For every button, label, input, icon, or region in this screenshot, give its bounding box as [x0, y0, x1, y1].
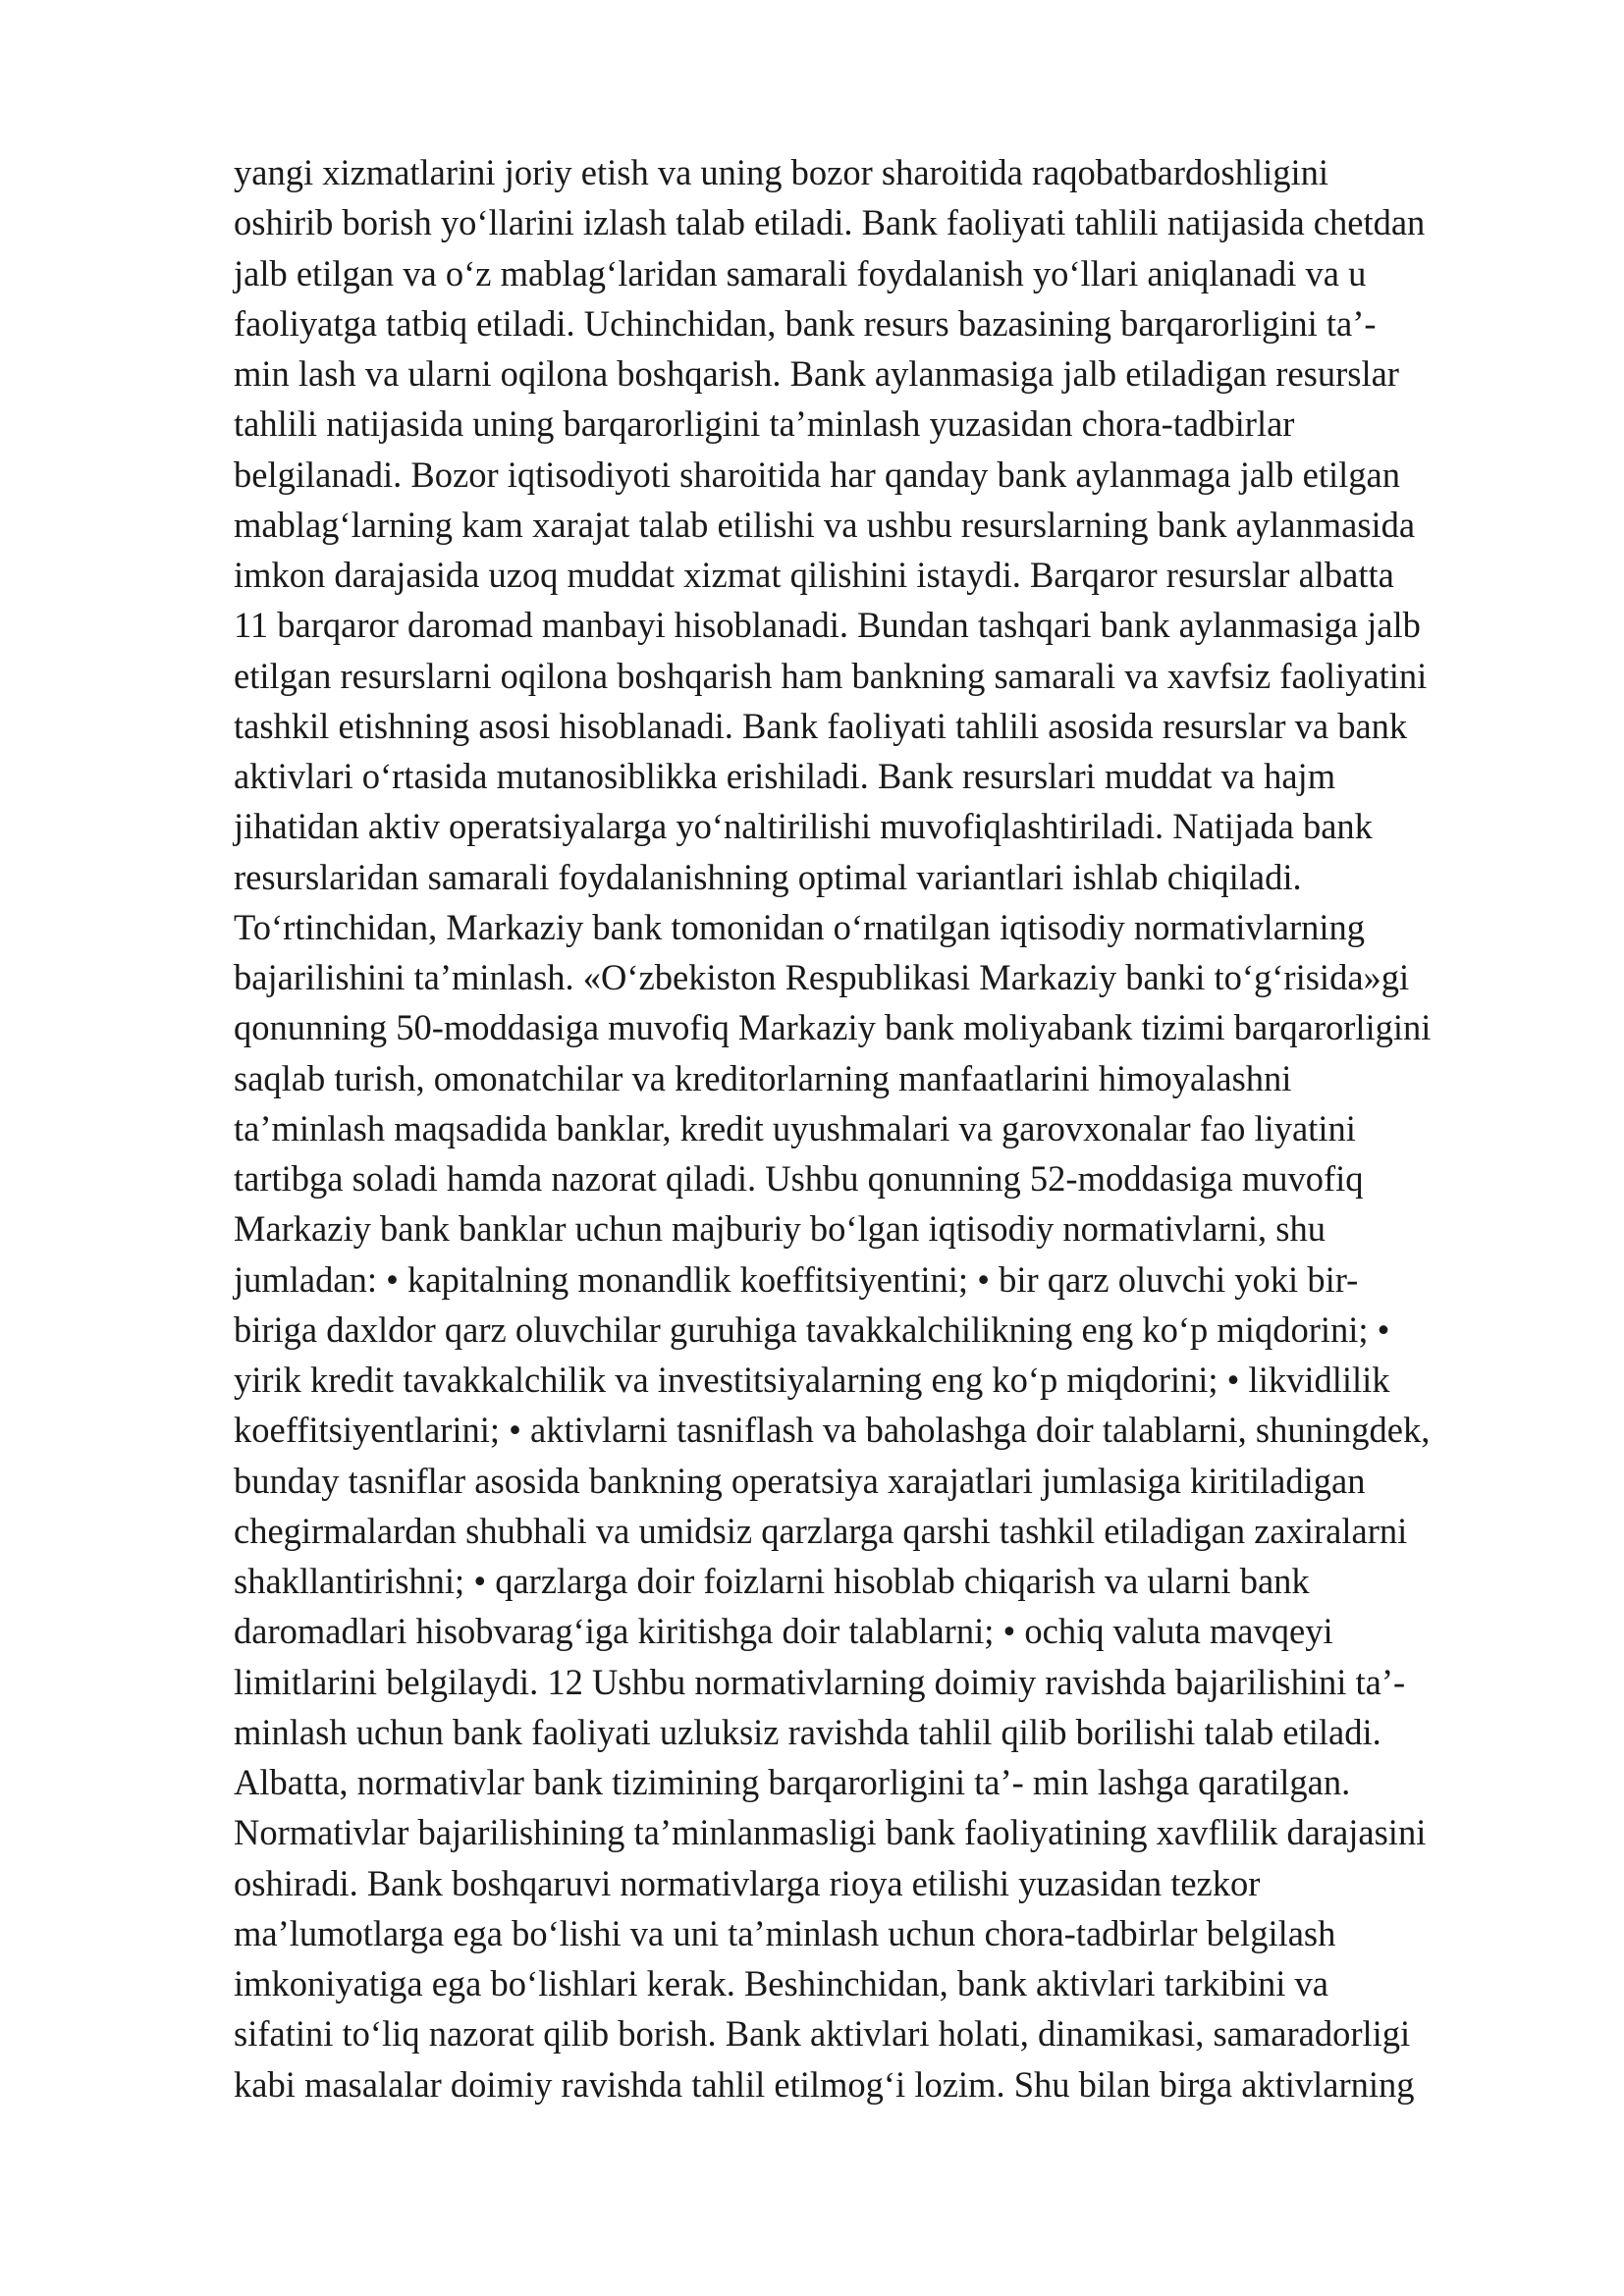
- text-line: resurslaridan samarali foydalanishning optimal variantlari ishlab chiqiladi.: [234, 856, 1302, 897]
- text-line: Albatta, normativlar bank tizimining barqarorligini ta’- min lashga qaratilgan.: [234, 1762, 1351, 1802]
- text-line: mablag‘larning kam xarajat talab etilishi va ushbu resurslarning bank aylanmasida: [234, 504, 1416, 545]
- text-line: tashkil etishning asosi hisoblanadi. Bank faoliyati tahlili asosida resurslar va bank: [234, 705, 1408, 746]
- text-line: kabi masalalar doimiy ravishda tahlil etilmog‘i lozim. Shu bilan birga aktivlarning: [234, 2063, 1415, 2105]
- text-line: daromadlari hisobvarag‘iga kiritishga doir talablarni; • ochiq valuta mavqeyi: [234, 1611, 1333, 1652]
- text-line: yirik kredit tavakkalchilik va investitsiyalarning eng ko‘p miqdorini; • likvidlilik: [234, 1360, 1390, 1400]
- text-line: tartibga soladi hamda nazorat qiladi. Ushbu qonunning 52-moddasiga muvofiq: [234, 1158, 1364, 1199]
- text-line: ma’lumotlarga ega bo‘lishi va uni ta’minlash uchun chora-tadbirlar belgilash: [234, 1912, 1336, 1953]
- text-line: Markaziy bank banklar uchun majburiy bo‘lgan iqtisodiy normativlarni, shu: [234, 1208, 1326, 1250]
- text-line: faoliyatga tatbiq etiladi. Uchinchidan, bank resurs bazasining barqarorligini ta’-: [234, 302, 1377, 344]
- text-line: yangi xizmatlarini joriy etish va uning bozor sharoitida raqobatbardoshligini: [234, 152, 1329, 192]
- text-line: 11 barqaror daromad manbayi hisoblanadi. Bundan tashqari bank aylanmasiga jalb: [234, 605, 1421, 646]
- text-line: To‘rtinchidan, Markaziy bank tomonidan o‘rnatilgan iqtisodiy normativlarning: [234, 906, 1365, 947]
- body-text: [234, 147, 1530, 2109]
- text-line: etilgan resurslarni oqilona boshqarish ham bankning samarali va xavfsiz faoliyatini: [234, 655, 1428, 696]
- text-line: oshiradi. Bank boshqaruvi normativlarga rioya etilishi yuzasidan tezkor: [234, 1862, 1261, 1903]
- text-line: chegirmalardan shubhali va umidsiz qarzlarga qarshi tashkil etiladigan zaxiralarni: [234, 1510, 1408, 1551]
- text-line: koeffitsiyentlarini; • aktivlarni tasniflash va baholashga doir talablarni, shuningdek,: [234, 1410, 1431, 1451]
- text-line: minlash uchun bank faoliyati uzluksiz ravishda tahlil qilib borilishi talab etiladi.: [234, 1711, 1381, 1752]
- text-line: min lash va ularni oqilona boshqarish. Bank aylanmasiga jalb etiladigan resurslar: [234, 353, 1399, 394]
- text-line: Normativlar bajarilishining ta’minlanmasligi bank faoliyatining xavflilik darajasini: [234, 1812, 1427, 1853]
- text-line: imkoniyatiga ega bo‘lishlari kerak. Beshinchidan, bank aktivlari tarkibini va: [234, 1963, 1328, 2003]
- text-line: bajarilishini ta’minlash. «O‘zbekiston Respublikasi Markaziy banki to‘g‘risida»gi: [234, 957, 1410, 997]
- text-line: tahlili natijasida uning barqarorligini ta’minlash yuzasidan chora-tadbirlar: [234, 403, 1295, 445]
- text-line: jalb etilgan va o‘z mablag‘laridan samarali foydalanish yo‘llari aniqlanadi va u: [234, 252, 1367, 294]
- text-line: imkon darajasida uzoq muddat xizmat qilishini istaydi. Barqaror resurslar albatta: [234, 555, 1394, 595]
- text-line: qonunning 50-moddasiga muvofiq Markaziy bank moliyabank tizimi barqarorligini: [234, 1007, 1432, 1048]
- text-line: saqlab turish, omonatchilar va kreditorlarning manfaatlarini himoyalashni: [234, 1057, 1292, 1098]
- text-line: oshirib borish yo‘llarini izlash talab etiladi. Bank faoliyati tahlili natijasida chetdan: [234, 202, 1426, 243]
- text-line: ta’minlash maqsadida banklar, kredit uyushmalari va garovxonalar fao liyatini: [234, 1107, 1356, 1148]
- text-line: biriga daxldor qarz oluvchilar guruhiga tavakkalchilikning eng ko‘p miqdorini; •: [234, 1308, 1390, 1350]
- text-line: jihatidan aktiv operatsiyalarga yo‘naltirilishi muvofiqlashtiriladi. Natijada bank: [234, 806, 1373, 847]
- text-line: limitlarini belgilaydi. 12 Ushbu normativlarning doimiy ravishda bajarilishini ta’-: [234, 1661, 1406, 1702]
- text-line: bunday tasniflar asosida bankning operatsiya xarajatlari jumlasiga kiritiladigan: [234, 1460, 1366, 1501]
- text-line: aktivlari o‘rtasida mutanosiblikka erishiladi. Bank resurslari muddat va hajm: [234, 756, 1336, 796]
- text-line: jumladan: • kapitalning monandlik koeffitsiyentini; • bir qarz oluvchi yoki bir-: [234, 1258, 1359, 1300]
- text-line: shakllantirishni; • qarzlarga doir foizlarni hisoblab chiqarish va ularni bank: [234, 1561, 1310, 1601]
- text-line: belgilanadi. Bozor iqtisodiyoti sharoitida har qanday bank aylanmaga jalb etilgan: [234, 454, 1400, 495]
- text-line: sifatini to‘liq nazorat qilib borish. Bank aktivlari holati, dinamikasi, samaradorligi: [234, 2013, 1411, 2055]
